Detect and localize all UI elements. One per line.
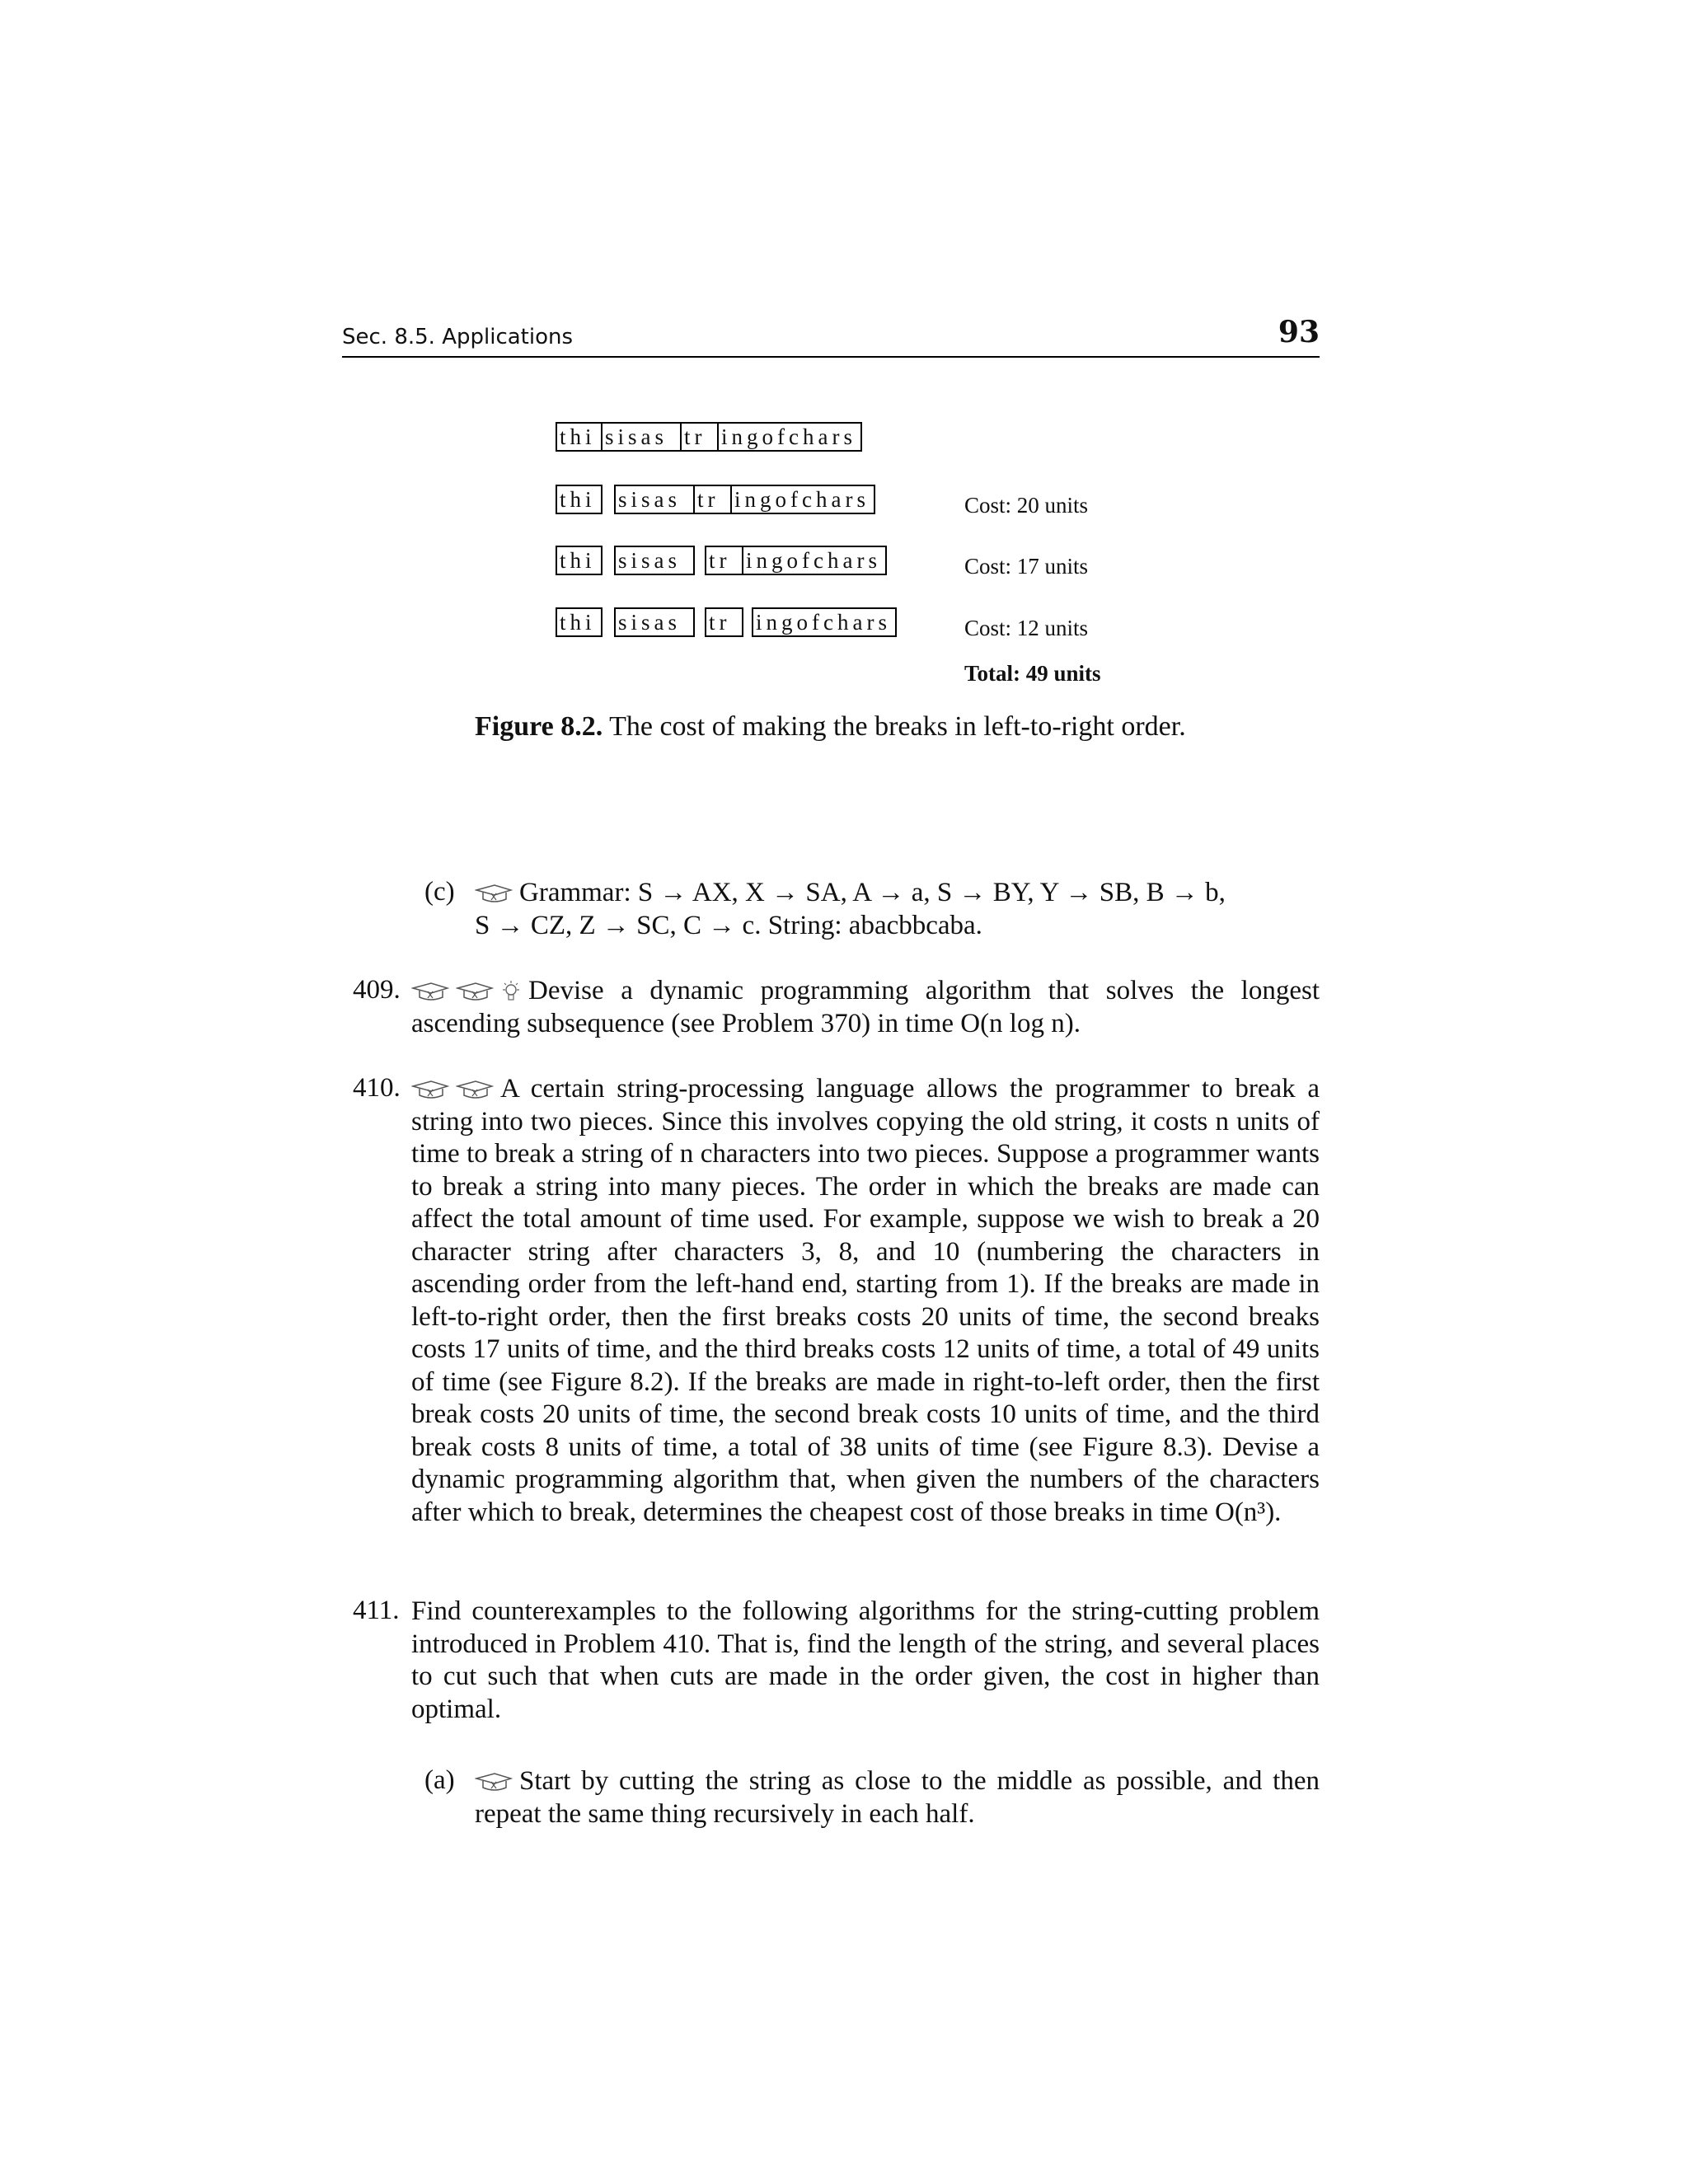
string-segment: ingofchars: [752, 607, 897, 637]
problem-409: [411, 975, 1320, 1040]
total-cost-label: Total: 49 units: [964, 661, 1101, 686]
problem-number: 410.: [353, 1073, 401, 1103]
string-segment: ingofchars: [742, 546, 887, 575]
problem-411-text: Find counterexamples to the following algorithms for the string-cutting problem introduced in Problem 410. That is, find the length of the string, and several places to cut such that when cuts are made in the order given, the cost in higher than optimal.: [411, 1596, 1320, 1724]
figure-caption: [475, 710, 1217, 743]
graduation-cap-icon: [456, 1080, 494, 1101]
page-number: 93: [1278, 315, 1320, 349]
problem-411: [411, 1596, 1320, 1726]
problem-410: [411, 1073, 1320, 1529]
section-title: Sec. 8.5. Applications: [342, 325, 574, 349]
subitem-label: (c): [424, 877, 455, 907]
string-segment: sisas: [614, 607, 695, 637]
graduation-cap-icon: [411, 982, 449, 1003]
figure-caption-text: The cost of making the breaks in left-to-right order.: [609, 711, 1186, 742]
subitem-c-line2: S → CZ, Z → SC, C → c. String: abacbbcaba.: [475, 910, 982, 940]
lightbulb-icon: [500, 980, 522, 1005]
subitem-a-text: Start by cutting the string as close to the middle as possible, and then repeat the same thing recursively in each half.: [475, 1766, 1320, 1829]
string-segment: thi: [556, 546, 603, 575]
string-segment: tr: [705, 607, 743, 637]
string-segment: tr: [705, 546, 743, 575]
graduation-cap-icon: [475, 883, 513, 905]
string-segment: thi: [556, 422, 603, 452]
figure-label: Figure 8.2.: [475, 711, 603, 742]
subitem-a: [475, 1765, 1320, 1830]
subitem-label: (a): [424, 1765, 455, 1795]
subitem-c-line1: Grammar: S → AX, X → SA, A → a, S → BY, Y → SB, B → b,: [519, 878, 1226, 907]
graduation-cap-icon: [411, 1080, 449, 1101]
problem-410-text: A certain string-processing language allows the programmer to break a string into two pieces. Since this involves copying the old string, it costs n units of time to break a string of n characters into two pieces. Suppose a programmer wants to break a string into many pieces. The order in which the breaks are made can affect the total amount of time used. For example, suppose we wish to break a 20 character string after characters 3, 8, and 10 (numbering the characters in ascending order from the left-hand end, starting from 1). If the breaks are made in left-to-right order, then the first breaks costs 20 units of time, the second breaks costs 17 units of time, and the third breaks costs 12 units of time, a total of 49 units of time (see Figure 8.2). If the breaks are made in right-to-left order, then the first break costs 20 units of time, the second break costs 10 units of time, and the third break costs 8 units of time, a total of 38 units of time (see Figure 8.3). Devise a dynamic programming algorithm that, when given the numbers of the characters after which to break, determines the cheapest cost of those breaks in time O(n³).: [411, 1074, 1320, 1527]
problem-number: 409.: [353, 975, 401, 1005]
string-segment: thi: [556, 485, 603, 514]
string-segment: tr: [693, 485, 732, 514]
graduation-cap-icon: [475, 1772, 513, 1793]
graduation-cap-icon: [456, 982, 494, 1003]
string-segment: ingofchars: [730, 485, 875, 514]
subitem-c: [475, 877, 1320, 942]
cost-label: Cost: 12 units: [964, 616, 1089, 640]
cost-label: Cost: 17 units: [964, 554, 1089, 579]
string-segment: thi: [556, 607, 603, 637]
string-segment: ingofchars: [717, 422, 862, 452]
running-header: [342, 315, 1320, 358]
problem-409-text: Devise a dynamic programming algorithm that solves the longest ascending subsequence (see Problem 370) in time O(n log n).: [411, 976, 1320, 1038]
problem-number: 411.: [353, 1596, 400, 1625]
string-segment: sisas: [614, 485, 695, 514]
string-segment: tr: [680, 422, 719, 452]
string-segment: sisas: [601, 422, 682, 452]
string-segment: sisas: [614, 546, 695, 575]
cost-label: Cost: 20 units: [964, 493, 1089, 518]
